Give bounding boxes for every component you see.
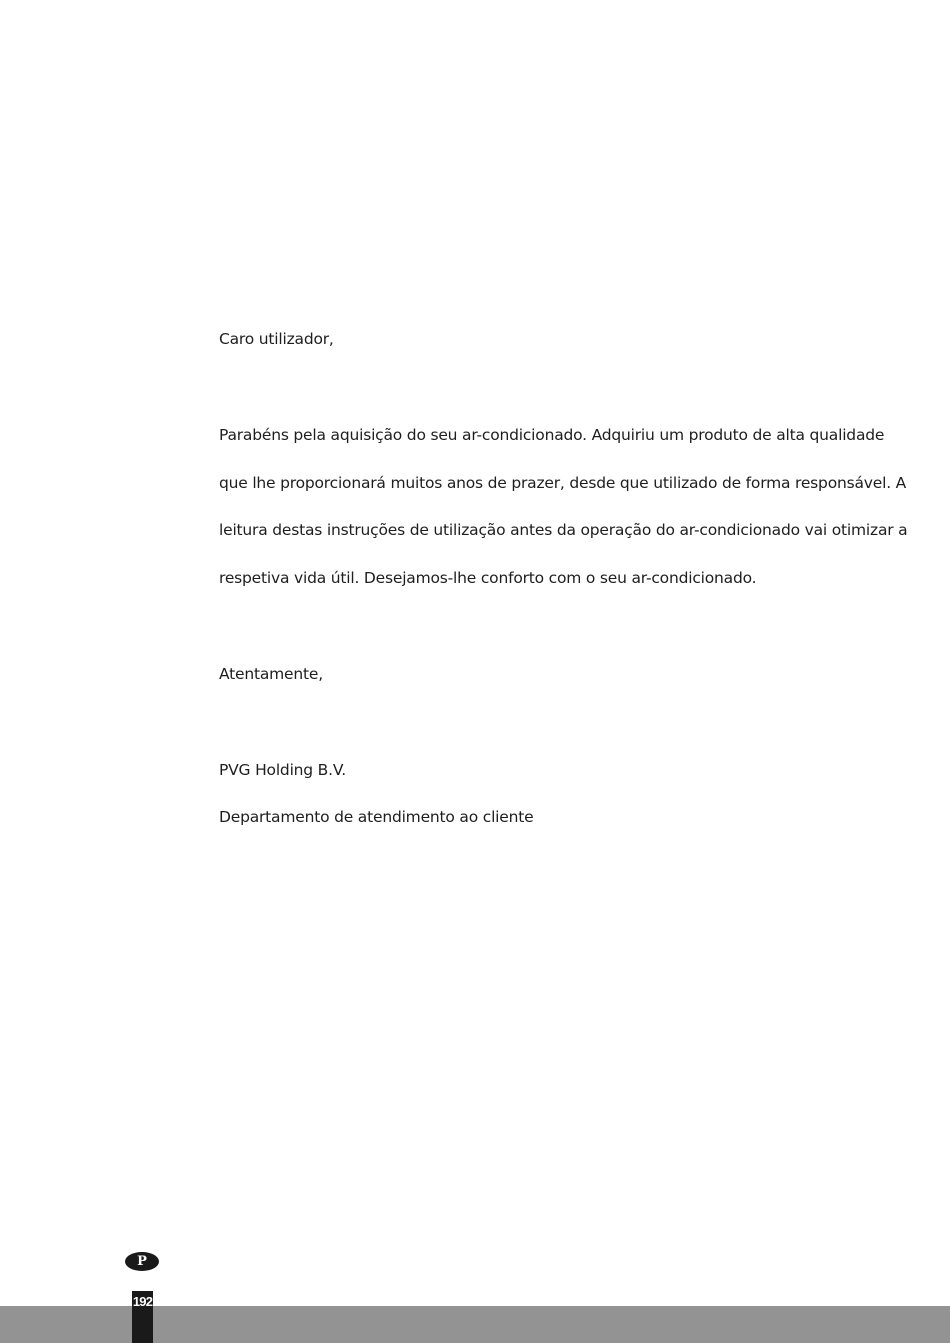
body-line: Parabéns pela aquisição do seu ar-condicionado. Adquiriu um produto de alta qualidade: [219, 426, 885, 444]
greeting: Caro utilizador,: [219, 330, 334, 348]
body-line: leitura destas instruções de utilização antes da operação do ar-condicionado vai otimizar a: [219, 521, 908, 539]
department-name: Departamento de atendimento ao cliente: [219, 808, 534, 826]
body-line: respetiva vida útil. Desejamos-lhe conforto com o seu ar-condicionado.: [219, 569, 757, 587]
language-badge: P: [125, 1252, 159, 1271]
company-name: PVG Holding B.V.: [219, 761, 346, 779]
body-line: que lhe proporcionará muitos anos de prazer, desde que utilizado de forma responsável. A: [219, 474, 907, 492]
page-number: 192: [132, 1294, 153, 1309]
closing: Atentamente,: [219, 665, 323, 683]
